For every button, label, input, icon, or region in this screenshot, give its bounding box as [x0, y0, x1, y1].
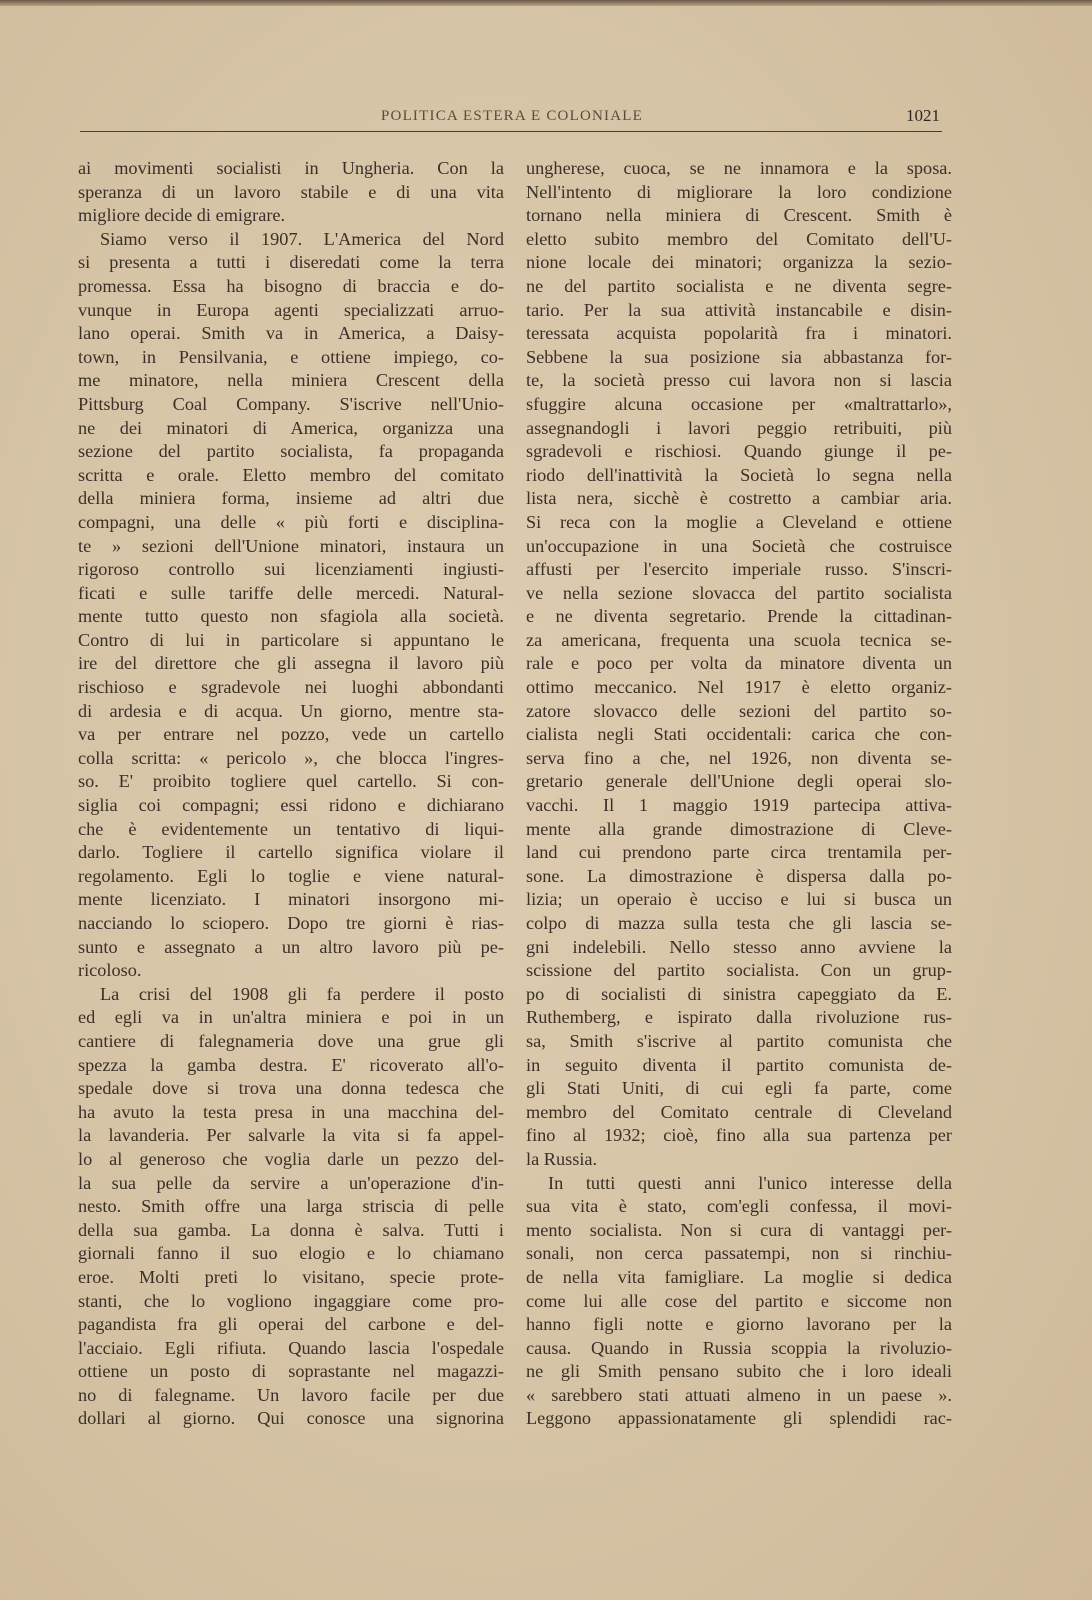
text-line: fino al 1932; cioè, fino alla sua partenza per [526, 1125, 952, 1146]
text-line: e ne diventa segretario. Prende la cittadinan- [526, 606, 952, 627]
text-line: La crisi del 1908 gli fa perdere il posto [100, 983, 504, 1004]
text-line: hanno figli notte e giorno lavorano per la [526, 1314, 952, 1335]
text-line: lizia; un operaio è ucciso e lui si busca un [526, 889, 952, 910]
text-line: eroe. Molti preti lo visitano, specie prote- [78, 1266, 504, 1287]
text-line: promessa. Essa ha bisogno di braccia e do- [78, 275, 504, 296]
text-line: siglia coi compagni; essi ridono e dichiarano [78, 795, 504, 816]
text-line: teressata acquista popolarità fra i minatori. [526, 323, 952, 344]
text-line: lista nera, sicchè è costretto a cambiar aria. [526, 488, 952, 509]
text-line: ottiene un posto di soprastante nel magazzi- [78, 1361, 504, 1382]
text-line: darlo. Togliere il cartello significa violare il [78, 842, 504, 863]
text-line: Contro di lui in particolare si appuntano le [78, 629, 504, 650]
right-column [526, 157, 952, 1431]
text-line: in seguito diventa il partito comunista de- [526, 1054, 952, 1075]
text-line: sa, Smith s'iscrive al partito comunista che [526, 1030, 952, 1051]
text-line: gretario generale dell'Unione degli operai slo- [526, 771, 952, 792]
text-line: speranza di un lavoro stabile e di una vita [78, 181, 504, 202]
text-line: colpo di mazza sulla testa che gli lascia se- [526, 913, 952, 933]
text-line: Nell'intento di migliorare la loro condizione [526, 181, 952, 202]
text-line: te, la società presso cui lavora non si lascia [526, 370, 952, 391]
text-line: stanti, che lo vogliono ingaggiare come pro- [78, 1290, 504, 1311]
page-header [78, 106, 946, 130]
text-line: gli Stati Uniti, di cui egli fa parte, come [526, 1078, 952, 1099]
text-line: la sua pelle da servire a un'operazione d'in- [78, 1172, 504, 1193]
text-line: Pittsburg Coal Company. S'iscrive nell'Unio- [78, 393, 504, 414]
text-line: ha avuto la testa presa in una macchina del- [78, 1101, 504, 1122]
text-line: nione locale dei minatori; organizza la sezio- [526, 252, 952, 273]
text-line: mento socialista. Non si cura di vantaggi per- [526, 1219, 952, 1240]
text-line: rigoroso controllo sui licenziamenti ingiusti- [78, 559, 504, 580]
text-line: « sarebbero stati attuati almeno in un paese ». [526, 1384, 952, 1405]
text-line: sua vita è stato, com'egli confessa, il movi- [526, 1196, 952, 1217]
text-line: zatore slovacco delle sezioni del partito so- [526, 700, 952, 721]
text-line: assegnandogli i lavori peggio retribuiti, più [526, 417, 952, 438]
text-line: ne del partito socialista e ne diventa segre- [526, 275, 952, 296]
text-line: sgradevoli e rischiosi. Quando giunge il pe- [526, 441, 952, 462]
text-line: tornano nella miniera di Crescent. Smith è [526, 205, 952, 226]
text-line: mente tutto questo non sfagiola alla società. [78, 606, 504, 627]
page-top-edge [0, 0, 1092, 6]
text-line: te » sezioni dell'Unione minatori, instaura un [78, 535, 504, 556]
text-line: ed egli va in un'altra miniera e poi in un [78, 1007, 504, 1028]
text-line: ve nella sezione slovacca del partito socialista [526, 582, 952, 603]
text-line: spedale dove si trova una donna tedesca che [78, 1078, 504, 1099]
text-line: ficati e sulle tariffe delle mercedi. Natural- [78, 582, 504, 603]
text-line: rale e poco per volta da minatore diventa un [526, 653, 952, 674]
text-line: town, in Pensilvania, e ottiene impiego, co- [78, 346, 504, 367]
text-line: Leggono appassionatamente gli splendidi rac- [526, 1408, 952, 1429]
header-rule [80, 131, 942, 132]
text-line: mente alla grande dimostrazione di Cleve- [526, 818, 952, 839]
text-line: causa. Quando in Russia scoppia la rivoluzio- [526, 1337, 952, 1358]
text-line: ne dei minatori di America, organizza una [78, 417, 504, 438]
text-line: riodo dell'inattività la Società lo segna nella [526, 464, 952, 485]
text-line: sfuggire alcuna occasione per «maltrattarlo», [526, 393, 952, 414]
text-line: ai movimenti socialisti in Ungheria. Con la [78, 158, 504, 178]
text-line: ottimo meccanico. Nel 1917 è eletto organiz- [526, 677, 952, 698]
text-line: giornali fanno il suo elogio e lo chiamano [78, 1243, 504, 1264]
text-line: cialista negli Stati occidentali: carica che con- [526, 724, 952, 745]
text-line: Sebbene la sua posizione sia abbastanza for- [526, 346, 952, 367]
text-line: di ardesia e di acqua. Un giorno, mentre sta- [78, 700, 504, 721]
text-line: la lavanderia. Per salvarle la vita si fa appel- [78, 1125, 504, 1146]
text-line: pagandista fra gli operai del carbone e del- [78, 1314, 504, 1335]
text-line: vacchi. Il 1 maggio 1919 partecipa attiva- [526, 795, 952, 816]
text-line: compagni, una delle « più forti e disciplina- [78, 511, 504, 532]
text-line: so. E' proibito togliere quel cartello. Si con- [78, 771, 504, 792]
text-line: della miniera forma, insieme ad altri due [78, 488, 504, 509]
text-line: regolamento. Egli lo toglie e viene natural- [78, 865, 504, 886]
text-line: l'acciaio. Egli rifiuta. Quando lascia l'ospedale [78, 1337, 504, 1358]
text-line: land cui prendono parte circa trentamila per- [526, 842, 952, 863]
text-line: sonali, non cerca passatempi, non si rinchiu- [526, 1243, 952, 1264]
text-line: Si reca con la moglie a Cleveland e ottiene [526, 511, 952, 532]
text-line: sone. La dimostrazione è dispersa dalla po- [526, 865, 952, 886]
text-line: ne gli Smith pensano subito che i loro ideali [526, 1361, 952, 1382]
text-line: me minatore, nella miniera Crescent della [78, 370, 504, 391]
text-line: ire del direttore che gli assegna il lavoro più [78, 653, 504, 674]
text-line: cantiere di falegnameria dove una grue gli [78, 1030, 504, 1051]
text-line: lano operai. Smith va in America, a Daisy- [78, 323, 504, 344]
text-line: de nella vita famigliare. La moglie si dedica [526, 1266, 952, 1287]
text-line: In tutti questi anni l'unico interesse della [548, 1172, 952, 1193]
text-line: che è evidentemente un tentativo di liqui- [78, 818, 504, 839]
text-line: za americana, frequenta una scuola tecnica se- [526, 629, 952, 650]
running-head: POLITICA ESTERA E COLONIALE [381, 108, 643, 124]
text-line: vunque in Europa agenti specializzati arruo- [78, 299, 504, 320]
text-line: affusti per l'esercito imperiale russo. S'inscri- [526, 559, 952, 580]
text-line: spezza la gamba destra. E' ricoverato all'o- [78, 1054, 504, 1075]
text-line: eletto subito membro del Comitato dell'U- [526, 228, 952, 249]
text-line: no di falegname. Un lavoro facile per due [78, 1384, 504, 1405]
page-number: 1021 [906, 106, 940, 125]
text-line: tario. Per la sua attività instancabile e disin- [526, 299, 952, 320]
text-line: Ruthemberg, e ispirato dalla rivoluzione rus- [526, 1007, 952, 1028]
text-line: rischioso e sgradevole nei luoghi abbondanti [78, 677, 504, 698]
text-line: nacciando lo sciopero. Dopo tre giorni è rias- [78, 913, 504, 933]
text-line: come lui alle cose del partito e siccome non [526, 1290, 952, 1311]
text-line: membro del Comitato centrale di Cleveland [526, 1101, 952, 1122]
text-line: gni indelebili. Nello stesso anno avviene la [526, 936, 952, 957]
text-line: migliore decide di emigrare. [78, 205, 286, 226]
text-line: mente licenziato. I minatori insorgono mi- [78, 889, 504, 910]
text-line: lo al generoso che voglia darle un pezzo del- [78, 1148, 504, 1169]
text-line: ungherese, cuoca, se ne innamora e la sposa. [526, 158, 952, 178]
text-line: dollari al giorno. Qui conosce una signorina [78, 1408, 504, 1429]
text-line: po di socialisti di sinistra capeggiato da E. [526, 983, 952, 1004]
text-line: si presenta a tutti i diseredati come la terra [78, 252, 504, 273]
text-line: la Russia. [526, 1148, 598, 1169]
text-line: nesto. Smith offre una larga striscia di pelle [78, 1196, 504, 1217]
text-line: ricoloso. [78, 960, 142, 981]
text-line: un'occupazione in una Società che costruisce [526, 535, 952, 556]
text-line: sunto e assegnato a un altro lavoro più pe- [78, 936, 504, 957]
text-line: della sua gamba. La donna è salva. Tutti i [78, 1219, 504, 1240]
text-line: va per entrare nel pozzo, vede un cartello [78, 724, 504, 745]
text-line: serva fino a che, nel 1926, non diventa se- [526, 747, 952, 768]
text-line: sezione del partito socialista, fa propaganda [78, 441, 504, 462]
text-line: colla scritta: « pericolo », che blocca l'ingres- [78, 747, 504, 768]
left-column [78, 157, 504, 1431]
text-line: scissione del partito socialista. Con un grup- [526, 960, 952, 981]
text-line: scritta e orale. Eletto membro del comitato [78, 464, 504, 485]
text-line: Siamo verso il 1907. L'America del Nord [100, 228, 504, 249]
